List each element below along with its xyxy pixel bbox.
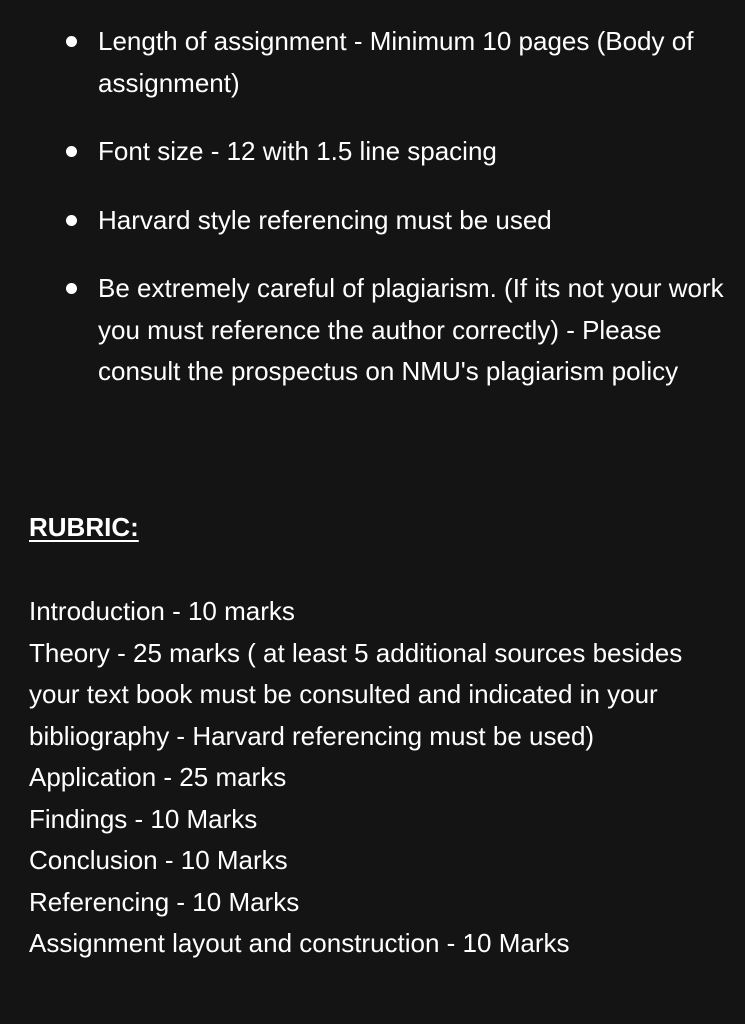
rubric-item-introduction: Introduction - 10 marks (29, 596, 295, 626)
rubric-item-application: Application - 25 marks (29, 762, 287, 792)
requirement-item-font (0, 131, 745, 173)
requirements-list (0, 21, 745, 420)
bullet-icon (66, 283, 77, 294)
bullet-icon (66, 215, 77, 226)
rubric-item-conclusion: Conclusion - 10 Marks (29, 845, 288, 875)
rubric-item-layout: Assignment layout and construction - 10 Marks (29, 928, 570, 958)
requirement-text: Harvard style referencing must be used (98, 204, 552, 235)
requirement-text: Font size - 12 with 1.5 line spacing (98, 136, 497, 166)
requirement-item-referencing (0, 200, 745, 242)
requirement-text: Be extremely careful of plagiarism. (If its not your work you must reference the author correctly) - Please consult the prospectus on NMU's plagiarism policy (98, 273, 724, 386)
requirement-text: Length of assignment - Minimum 10 pages (Body of assignment) (98, 26, 694, 98)
rubric-item-referencing: Referencing - 10 Marks (29, 886, 300, 917)
rubric-heading: RUBRIC: (29, 512, 139, 542)
rubric-item-theory: Theory - 25 marks ( at least 5 additional sources besides your text book must be consulted and indicated in your bibliography - Harvard referencing must be used) (29, 637, 683, 751)
rubric-list (29, 591, 729, 965)
bullet-icon (66, 146, 77, 157)
bullet-icon (66, 36, 77, 47)
requirement-item-plagiarism (0, 268, 745, 393)
rubric-item-findings: Findings - 10 Marks (29, 803, 258, 834)
requirement-item-length (0, 21, 745, 104)
